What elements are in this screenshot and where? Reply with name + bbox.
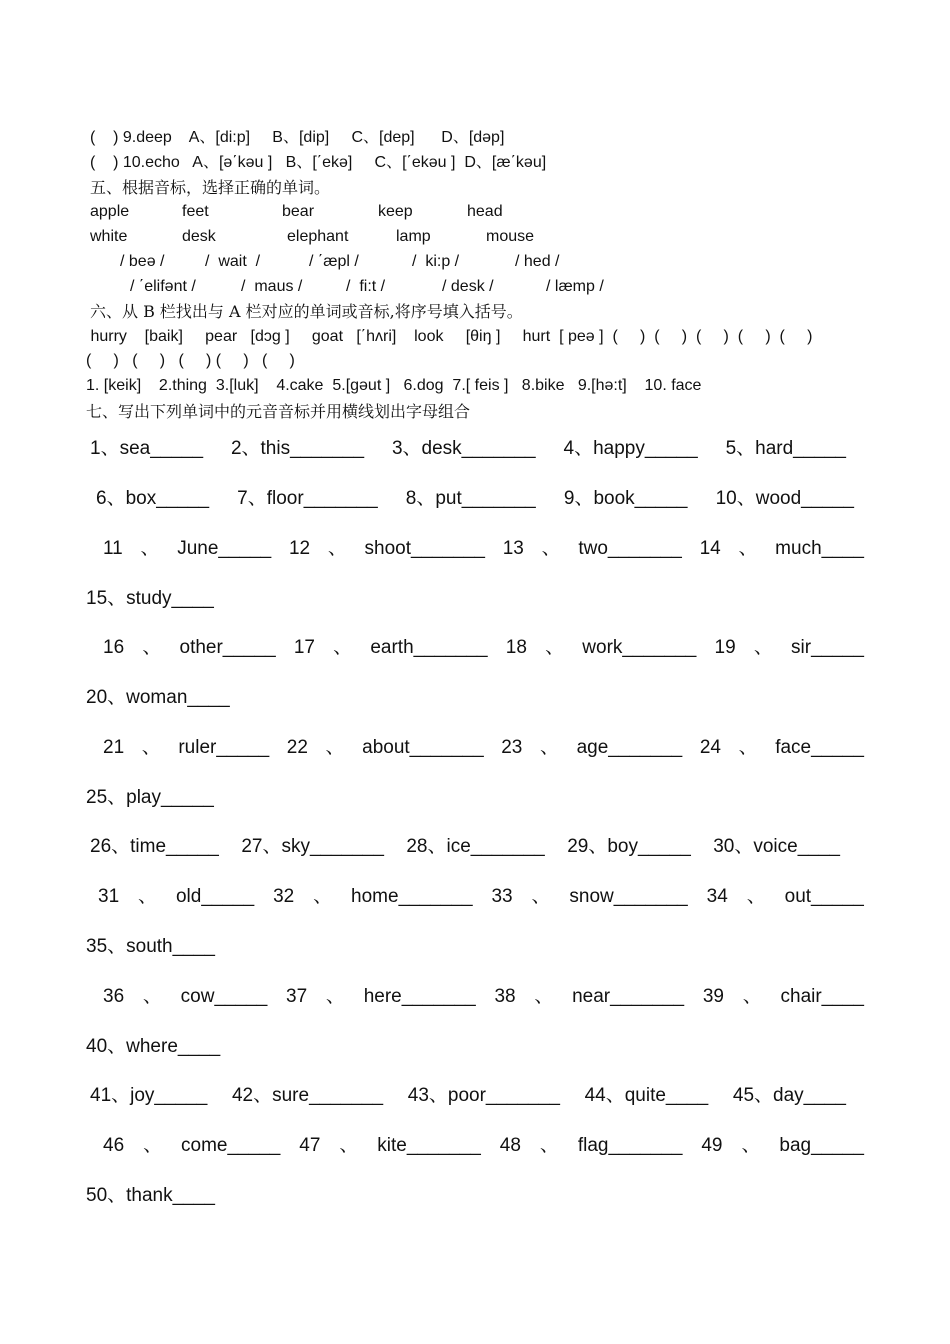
exercise-item: 30、voice____ [713,836,840,857]
exercise-item: 43、poor_______ [407,1085,560,1106]
exercise-item: about_______ [362,737,484,758]
exercise-item: 7、floor_______ [237,488,378,509]
exercise-number: 46 [103,1135,125,1156]
exercise-separator: 、 [327,538,347,559]
exercise-separator: 、 [746,886,766,907]
exercise-item: 4、happy_____ [563,438,698,459]
phonetic-item: / maus / [241,278,303,295]
section-5-heading: 五、根据音标，选择正确的单词。 [90,178,331,197]
exercise-item: out_____ [784,886,864,907]
word-item: elephant [287,228,349,245]
exercise-item: 9、book_____ [563,488,688,509]
exercise-item: 10、wood_____ [715,488,854,509]
exercise-item: 26、time_____ [90,836,219,857]
exercise-number: 19 [714,637,736,658]
exercise-separator: 、 [339,1135,359,1156]
exercise-item: home_______ [351,886,473,907]
exercise-separator: 、 [142,986,162,1007]
exercise-row [103,1136,864,1155]
phonetic-item: / ki:p / [412,253,460,270]
exercise-item: work_______ [582,637,697,658]
phonetic-item: / ΄æpl / [309,253,359,270]
exercise-number: 48 [499,1135,521,1156]
exercise-number: 23 [501,737,523,758]
word-item: mouse [486,228,535,245]
exercise-item: old_____ [175,886,255,907]
exercise-item: 27、sky_______ [241,836,384,857]
exercise-item: cow_____ [180,986,268,1007]
exercise-item: chair____ [780,986,864,1007]
exercise-number: 49 [701,1135,723,1156]
exercise-number: 17 [293,637,315,658]
matching-line-3: 1. [keik] 2.thing 3.[luk] 4.cake 5.[gəut ] 6.dog 7.[ feis ] 8.bike 9.[hə:t] 10. face [86,377,702,394]
exercise-number: 22 [286,737,308,758]
exercise-number: 24 [699,737,721,758]
phonetic-item: / wait / [205,253,261,270]
exercise-item: other_____ [179,637,276,658]
phonetic-item: / beə / [120,253,165,270]
word-item: feet [182,203,209,220]
word-item: bear [282,203,315,220]
exercise-separator: 、 [545,637,565,658]
phonetic-item: / fi:t / [346,278,386,295]
exercise-row [103,539,864,558]
question-9: ( ) 9.deep A、[di:p] B、[dip] C、[dep] D、[dəp] [90,129,505,146]
exercise-item: 6、box_____ [96,488,210,509]
exercise-separator: 、 [742,986,762,1007]
exercise-separator: 、 [313,886,333,907]
exercise-separator: 、 [738,737,758,758]
exercise-item: two_______ [578,538,682,559]
exercise-item: 5、hard_____ [725,438,846,459]
exercise-number: 39 [702,986,724,1007]
exercise-item: 15、study____ [86,588,214,609]
exercise-row [103,738,864,757]
exercise-number: 14 [699,538,721,559]
exercise-item: ruler_____ [178,737,270,758]
exercise-item: 29、boy_____ [567,836,691,857]
exercise-item: sir_____ [791,637,864,658]
exercise-item: 3、desk_______ [391,438,536,459]
exercise-number: 36 [103,986,125,1007]
exercise-item: kite_______ [377,1135,481,1156]
exercise-item: near_______ [572,986,685,1007]
phonetic-item: / desk / [442,278,494,295]
exercise-separator: 、 [741,1135,761,1156]
exercise-item: flag_______ [577,1135,683,1156]
exercise-number: 12 [288,538,311,559]
exercise-separator: 、 [753,637,773,658]
exercise-item: 40、where____ [86,1036,221,1057]
exercise-item: 44、quite____ [584,1085,709,1106]
exercise-row [90,439,846,458]
exercise-separator: 、 [325,986,345,1007]
exercise-item: face_____ [775,737,864,758]
exercise-number: 32 [273,886,295,907]
exercise-item: age_______ [576,737,683,758]
word-item: desk [182,228,216,245]
phonetic-item: / læmp / [546,278,604,295]
exercise-number: 21 [103,737,125,758]
exercise-row [90,1086,846,1105]
exercise-number: 31 [98,886,120,907]
exercise-number: 47 [299,1135,321,1156]
exercise-number: 18 [505,637,527,658]
exercise-item: here_______ [363,986,476,1007]
exercise-item: come_____ [181,1135,281,1156]
exercise-row [98,887,864,906]
section-7-heading: 七、写出下列单词中的元音音标并用横线划出字母组合 [86,402,471,421]
exercise-separator: 、 [138,886,158,907]
exercise-row [96,489,854,508]
exercise-number: 13 [502,538,524,559]
word-item: apple [90,203,130,220]
exercise-separator: 、 [534,986,554,1007]
exercise-separator: 、 [143,1135,163,1156]
exercise-row [90,837,840,856]
exercise-row [103,638,864,657]
exercise-separator: 、 [738,538,758,559]
word-item: head [467,203,503,220]
exercise-item: 2、this_______ [230,438,365,459]
word-item: lamp [396,228,431,245]
exercise-item: bag_____ [779,1135,864,1156]
exercise-item: 28、ice_______ [406,836,545,857]
phonetic-item: / hed / [515,253,560,270]
exercise-separator: 、 [541,538,561,559]
exercise-item: earth_______ [370,637,488,658]
exercise-item: shoot_______ [364,538,485,559]
matching-line-2: ( ) ( ) ( ) ( ) ( ) [86,352,295,369]
word-item: white [90,228,128,245]
exercise-number: 37 [286,986,308,1007]
exercise-item: 50、thank____ [86,1185,215,1206]
exercise-separator: 、 [531,886,551,907]
exercise-separator: 、 [333,637,353,658]
exercise-item: 20、woman____ [86,687,230,708]
phonetic-item: / ΄elifənt / [130,278,196,295]
exercise-separator: 、 [539,1135,559,1156]
exercise-item: 8、put_______ [405,488,536,509]
exercise-number: 33 [491,886,513,907]
exercise-item: 1、sea_____ [90,438,204,459]
exercise-separator: 、 [141,737,161,758]
exercise-separator: 、 [325,737,345,758]
question-10: ( ) 10.echo A、[ə΄kəu ] B、[΄ekə] C、[΄ekəu ] D、[æ΄kəu] [90,154,547,171]
exercise-item: 42、sure_______ [231,1085,384,1106]
exercise-separator: 、 [142,637,162,658]
exercise-item: much____ [775,538,864,559]
exercise-row [103,987,864,1006]
exercise-separator: 、 [539,737,559,758]
exercise-item: 35、south____ [86,936,215,957]
exercise-item: 45、day____ [732,1085,846,1106]
exercise-separator: 、 [140,538,160,559]
exercise-number: 34 [706,886,728,907]
exercise-number: 16 [103,637,125,658]
exercise-number: 38 [494,986,516,1007]
exercise-item: June_____ [177,538,272,559]
exercise-item: 25、play_____ [86,787,214,808]
matching-line-1: hurry [baik] pear [dɔg ] goat [΄hʌri] look [θiŋ ] hurt [ peə ] ( ) ( ) ( ) ( ) ( ) [86,329,813,345]
exercise-item: 41、joy_____ [90,1085,208,1106]
section-6-heading: 六、从 B 栏找出与 A 栏对应的单词或音标,将序号填入括号。 [90,302,523,321]
word-item: keep [378,203,413,220]
exercise-number: 11 [103,538,123,559]
exercise-item: snow_______ [569,886,688,907]
